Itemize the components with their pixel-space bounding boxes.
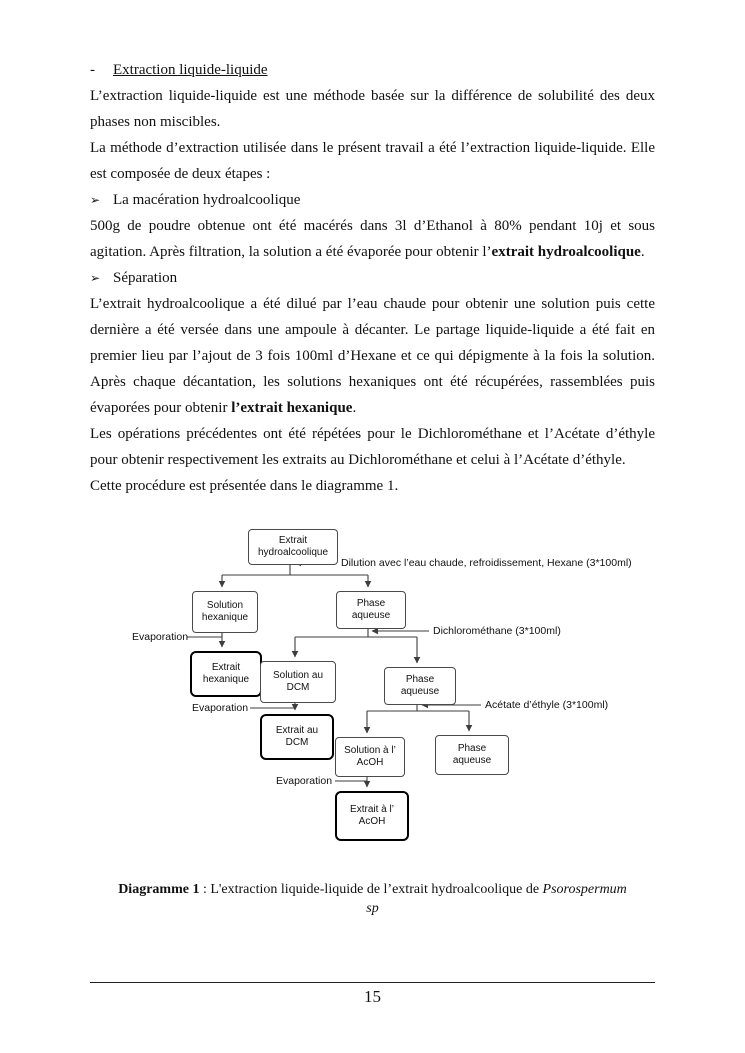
node-label: Phase aqueuse: [452, 742, 492, 766]
node-extrait-hydroalcoolique: [248, 529, 338, 565]
edge-label-dichloromethane: Dichlorométhane (3*100ml): [433, 625, 561, 637]
heading-text: Extraction liquide-liquide: [113, 62, 268, 78]
page-number: 15: [364, 987, 381, 1006]
node-label: Extrait hydroalcoolique: [257, 534, 329, 558]
node-label: Solution hexanique: [201, 599, 249, 623]
paragraph-4: [90, 291, 655, 421]
heading-dash: -: [90, 62, 95, 78]
bullet-arrow-icon: ➢: [90, 271, 101, 285]
node-label: Phase aqueuse: [400, 673, 440, 697]
node-label: Phase aqueuse: [351, 597, 391, 621]
node-label: Solution à l’ AcOH: [344, 744, 396, 768]
diagram-caption: [90, 880, 655, 918]
node-phase-aqueuse-2: [384, 667, 456, 705]
section-heading: [90, 57, 655, 83]
edge-label-evaporation-3: Evaporation: [276, 775, 333, 787]
node-solution-dcm: [260, 661, 336, 703]
caption-text: L'extraction liquide-liquide de l’extrait hydroalcoolique de: [210, 882, 543, 897]
node-solution-hexanique: [192, 591, 258, 633]
edge-label-acetate-ethyle: Acétate d’éthyle (3*100ml): [485, 699, 609, 711]
node-extrait-dcm: [260, 714, 334, 760]
paragraph-3: [90, 213, 655, 265]
node-label: Extrait à l’ AcOH: [350, 803, 394, 827]
edge-label-evaporation-1: Evaporation: [132, 631, 189, 643]
paragraph-4-bold: l’extrait hexanique: [231, 400, 353, 416]
caption-species: Psorospermum: [542, 882, 627, 897]
edge-label-dilution: Dilution avec l’eau chaude, refroidissement, Hexane (3*100ml): [341, 557, 632, 569]
paragraph-5: Les opérations précédentes ont été répétées pour le Dichlorométhane et l’Acétate d’éthyle pour obtenir respectivement les extraits au Dichlorométhane et celui à l’Acétate d’éthyle.: [90, 426, 655, 468]
node-solution-acoh: [335, 737, 405, 777]
node-phase-aqueuse-1: [336, 591, 406, 629]
node-extrait-hexanique: [190, 651, 262, 697]
bullet-maceration-text: La macération hydroalcoolique: [113, 192, 301, 208]
caption-separator: :: [199, 882, 211, 897]
bullet-separation-text: Séparation: [113, 270, 178, 286]
paragraph-3-end: .: [640, 244, 645, 260]
paragraph-4-end: .: [352, 400, 357, 416]
caption-species-line2: sp: [366, 901, 379, 916]
paragraph-3-text: 500g de poudre obtenue ont été macérés dans 3l d’Ethanol à 80% pendant 10j et sous agitation. Après filtration, la solution a été évaporée pour obtenir l’: [90, 218, 655, 260]
footer-rule: [90, 982, 655, 983]
bullet-maceration: [90, 187, 655, 213]
paragraph-2: La méthode d’extraction utilisée dans le présent travail a été l’extraction liquide-liquide. Elle est composée de deux étapes :: [90, 140, 655, 182]
node-phase-aqueuse-3: [435, 735, 509, 775]
node-label: Solution au DCM: [272, 669, 324, 693]
bullet-arrow-icon: ➢: [90, 193, 101, 207]
bullet-separation: [90, 265, 655, 291]
node-extrait-acoh: [335, 791, 409, 841]
paragraph-4-text: L’extrait hydroalcoolique a été dilué par l’eau chaude pour obtenir une solution puis cette dernière a été versée dans une ampoule à décanter. Le partage liquide-liquide a été fait en premier lieu par l’ajout de 3 fois 100ml d’Hexane et ce qui dépigmente à la fois la solution. Après chaque décantation, les solutions hexaniques ont été récupérées, rassemblées puis évaporées pour obtenir: [90, 296, 655, 416]
diagram-1: [95, 525, 660, 845]
edge-label-evaporation-2: Evaporation: [192, 702, 249, 714]
caption-line-1: [90, 880, 655, 899]
paragraph-1: L’extraction liquide-liquide est une méthode basée sur la différence de solubilité des deux phases non miscibles.: [90, 88, 655, 130]
paragraph-3-bold: extrait hydroalcoolique: [491, 244, 641, 260]
paragraph-6: Cette procédure est présentée dans le diagramme 1.: [90, 478, 399, 494]
caption-label: Diagramme 1: [118, 882, 200, 897]
node-label: Extrait hexanique: [202, 661, 250, 685]
body-text: [90, 57, 655, 499]
node-label: Extrait au DCM: [275, 724, 319, 748]
